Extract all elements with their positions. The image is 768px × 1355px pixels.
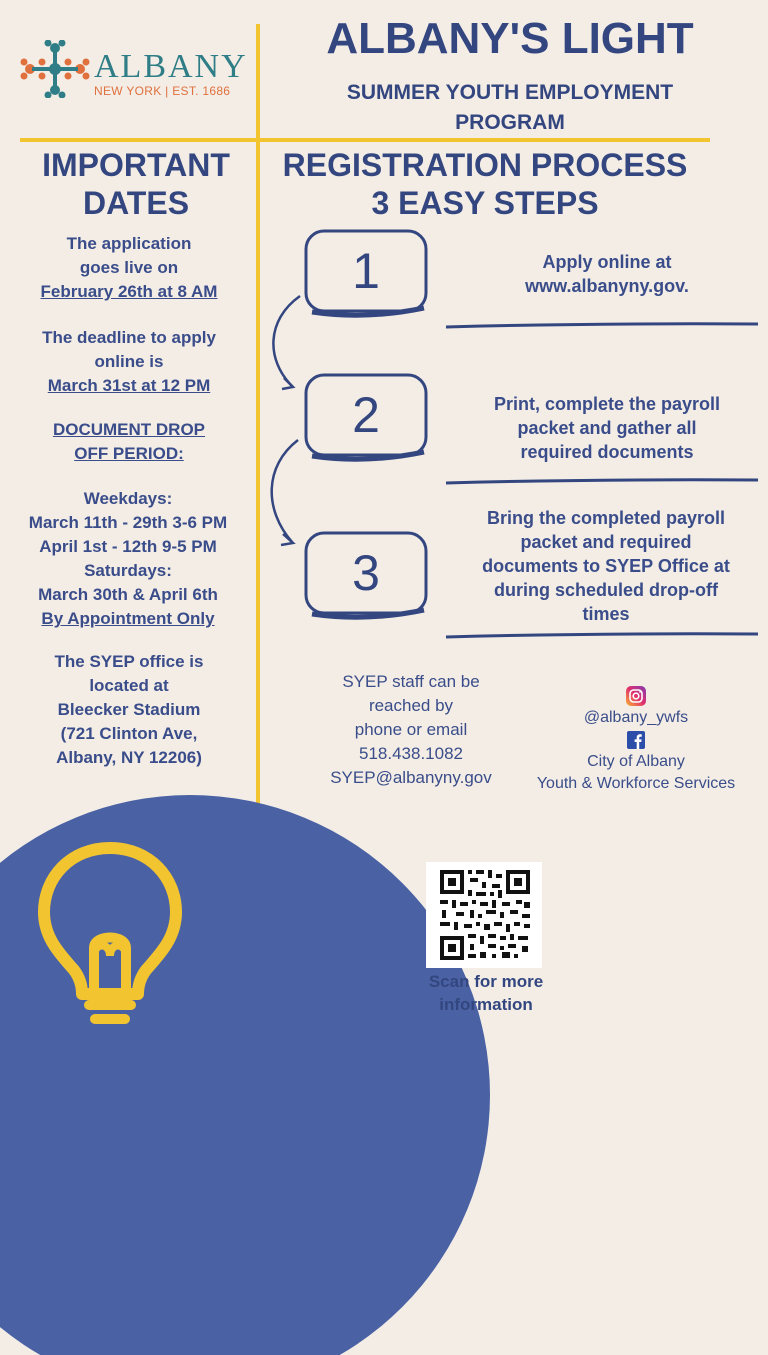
step-1-text: [462, 250, 752, 298]
heading-line: 3 EASY STEPS: [371, 185, 599, 221]
org-name: City of Albany: [587, 753, 685, 770]
office-location-block: [4, 650, 254, 770]
facebook-icon[interactable]: [627, 731, 645, 749]
appointment-note: By Appointment Only: [41, 609, 215, 628]
albany-logo-text: ALBANY: [94, 48, 248, 85]
text-line: reached by: [368, 696, 454, 715]
dropoff-heading: [4, 418, 254, 466]
text-line: goes live on: [79, 258, 179, 277]
arrow-1-to-2: [273, 296, 300, 386]
text-line: The SYEP office is: [54, 652, 204, 671]
step-number: 2: [352, 387, 380, 443]
lightbulb-icon: [34, 838, 186, 1024]
text-line: online is: [94, 352, 164, 371]
application-live-date: February 26th at 8 AM: [40, 282, 218, 301]
text-line: (721 Clinton Ave,: [60, 724, 198, 743]
text-line: The application: [66, 234, 192, 253]
weekdays-range: March 11th - 29th 3-6 PM: [28, 513, 228, 532]
text-line: Apply online at: [542, 252, 672, 272]
horizontal-divider: [20, 138, 710, 142]
text-line: Bleecker Stadium: [57, 700, 201, 719]
step-3-text: [456, 506, 756, 626]
qr-code-icon: [426, 862, 542, 968]
important-dates-heading: [16, 146, 256, 222]
step-1-underline: [444, 320, 760, 330]
application-live-block: [4, 232, 254, 304]
weekdays-range: April 1st - 12th 9-5 PM: [39, 537, 217, 556]
step-number: 1: [352, 243, 380, 299]
text-line: Print, complete the payroll: [493, 394, 721, 414]
text-line: Bring the completed payroll: [486, 508, 726, 528]
org-name: Youth & Workforce Services: [536, 775, 736, 792]
text-line: located at: [89, 676, 169, 695]
qr-caption: [404, 970, 568, 1016]
step-1-box: [302, 228, 430, 318]
step-2-text: [462, 392, 752, 464]
page-title: ALBANY'S LIGHT: [326, 14, 694, 63]
text-line: documents to SYEP Office at: [482, 556, 730, 576]
text-line: OFF PERIOD:: [74, 444, 184, 463]
text-line: The deadline to apply: [42, 328, 216, 347]
deadline-block: [4, 326, 254, 398]
text-line: phone or email: [354, 720, 468, 739]
text-line: packet and gather all: [517, 418, 697, 438]
saturdays-label: Saturdays:: [84, 561, 172, 580]
phone-number[interactable]: 518.438.1082: [359, 744, 463, 763]
registration-heading: [270, 146, 700, 222]
heading-line: REGISTRATION PROCESS: [282, 147, 688, 183]
step-3-box: [302, 530, 430, 620]
contact-info: [316, 670, 506, 790]
text-line: Albany, NY 12206): [56, 748, 202, 767]
albany-logo-mark: [20, 40, 92, 98]
deadline-date: March 31st at 12 PM: [47, 376, 211, 395]
email-address[interactable]: SYEP@albanyny.gov: [330, 768, 492, 787]
step-2-underline: [444, 476, 760, 486]
text-line: packet and required: [520, 532, 692, 552]
text-line: information: [439, 995, 533, 1014]
arrow-2-to-3: [272, 440, 298, 542]
text-line: SYEP staff can be: [342, 672, 480, 691]
step-2-box: [302, 372, 430, 462]
text-line: www.albanyny.gov.: [525, 276, 689, 296]
heading-line: IMPORTANT: [42, 147, 230, 183]
step-3-underline: [444, 630, 760, 640]
albany-logo-tagline: NEW YORK | EST. 1686: [94, 84, 231, 98]
instagram-icon[interactable]: [626, 686, 646, 706]
saturdays-range: March 30th & April 6th: [38, 585, 218, 604]
qr-code[interactable]: [426, 862, 542, 968]
heading-line: DATES: [82, 185, 190, 221]
text-line: during scheduled drop-off: [494, 580, 718, 600]
text-line: Scan for more: [428, 972, 544, 991]
social-info: [524, 686, 748, 795]
text-line: times: [582, 604, 630, 624]
step-number: 3: [352, 545, 380, 601]
social-handle[interactable]: @albany_ywfs: [583, 709, 689, 726]
subtitle-line: PROGRAM: [455, 111, 565, 134]
weekdays-label: Weekdays:: [83, 489, 173, 508]
subtitle-line: SUMMER YOUTH EMPLOYMENT: [346, 81, 674, 104]
page-subtitle: [300, 78, 720, 138]
dropoff-schedule: [0, 487, 256, 631]
text-line: required documents: [520, 442, 694, 462]
vertical-divider: [256, 24, 260, 804]
text-line: DOCUMENT DROP: [52, 420, 206, 439]
